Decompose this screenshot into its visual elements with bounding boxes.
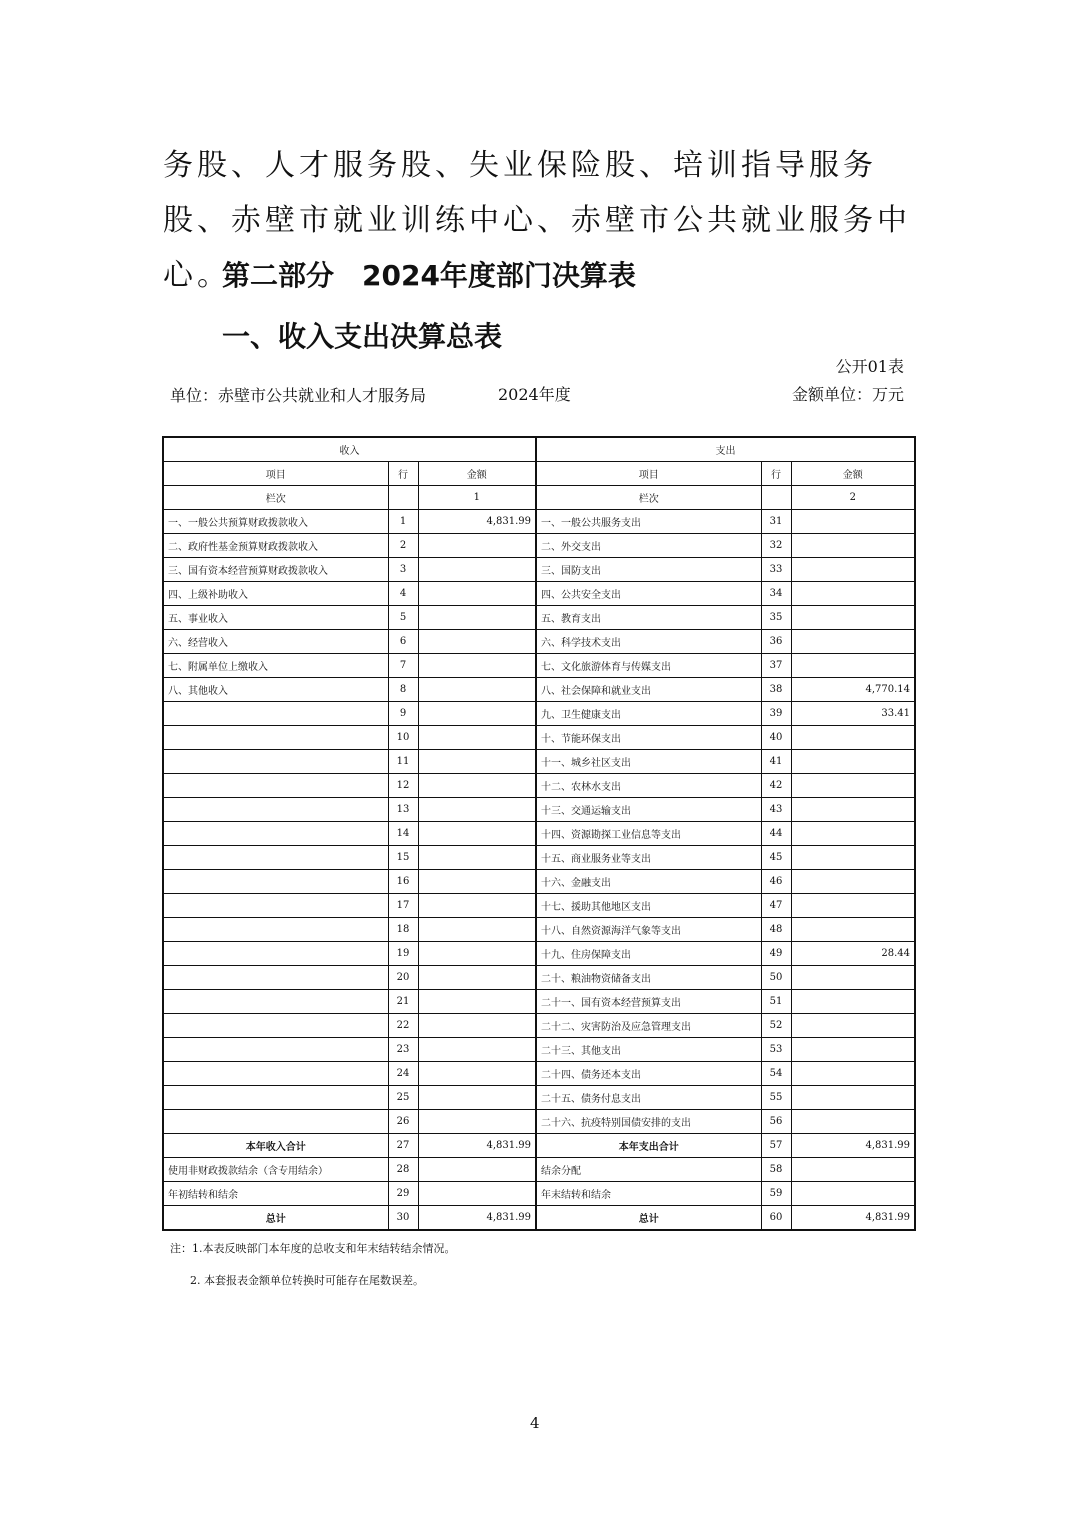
income-line-cell: 22 [388, 1014, 418, 1038]
income-expense-table [162, 436, 916, 1231]
income-item-cell: 五、事业收入 [163, 606, 388, 630]
expense-amount-cell: 33.41 [791, 702, 915, 726]
table-row [163, 1110, 915, 1134]
table-row [163, 942, 915, 966]
expense-amount-cell [791, 798, 915, 822]
expense-amount-cell [791, 990, 915, 1014]
table-group-header-row [163, 437, 915, 462]
income-amount-cell [418, 990, 536, 1014]
table-row [163, 534, 915, 558]
income-item-cell [163, 846, 388, 870]
income-line-cell: 20 [388, 966, 418, 990]
income-amount-cell [418, 798, 536, 822]
year-label: 2024年度 [498, 385, 571, 404]
expense-line-cell: 57 [761, 1134, 791, 1158]
income-line-cell: 4 [388, 582, 418, 606]
expense-item-cell: 十四、资源勘探工业信息等支出 [536, 822, 761, 846]
income-amount-cell [418, 654, 536, 678]
income-amount-cell [418, 966, 536, 990]
lanci-label-expense: 栏次 [536, 486, 761, 510]
income-line-cell: 21 [388, 990, 418, 1014]
income-item-cell [163, 726, 388, 750]
income-item-cell [163, 798, 388, 822]
lanci-expense: 2 [791, 486, 915, 510]
income-amount-cell [418, 558, 536, 582]
income-item-cell [163, 702, 388, 726]
expense-amount-cell [791, 1086, 915, 1110]
expense-item-cell: 五、教育支出 [536, 606, 761, 630]
income-amount-cell [418, 774, 536, 798]
table-row [163, 606, 915, 630]
table-row [163, 654, 915, 678]
expense-amount-cell [791, 1014, 915, 1038]
income-line-cell: 29 [388, 1182, 418, 1206]
expense-amount-cell [791, 1110, 915, 1134]
income-line-cell: 1 [388, 510, 418, 534]
income-item-cell [163, 894, 388, 918]
income-line-cell: 6 [388, 630, 418, 654]
expense-amount-cell: 4,831.99 [791, 1206, 915, 1231]
income-line-cell: 13 [388, 798, 418, 822]
expense-line-cell: 44 [761, 822, 791, 846]
income-item-cell [163, 774, 388, 798]
expense-item-cell: 二十五、债务付息支出 [536, 1086, 761, 1110]
table-lanci-row [163, 486, 915, 510]
lanci-empty-expense [761, 486, 791, 510]
income-item-cell [163, 918, 388, 942]
table-row [163, 774, 915, 798]
expense-amount-cell [791, 822, 915, 846]
income-item-cell [163, 870, 388, 894]
expense-item-cell: 十七、援助其他地区支出 [536, 894, 761, 918]
expense-item-cell: 总计 [536, 1206, 761, 1231]
income-amount-cell [418, 534, 536, 558]
table-number: 公开01表 [835, 357, 904, 376]
income-line-cell: 7 [388, 654, 418, 678]
expense-item-cell: 十三、交通运输支出 [536, 798, 761, 822]
lanci-income: 1 [418, 486, 536, 510]
lanci-empty-income [388, 486, 418, 510]
expense-line-cell: 43 [761, 798, 791, 822]
expense-item-cell: 十五、商业服务业等支出 [536, 846, 761, 870]
income-item-cell [163, 966, 388, 990]
income-amount-cell [418, 1110, 536, 1134]
money-unit-label: 金额单位：万元 [791, 385, 904, 404]
table-row [163, 582, 915, 606]
expense-item-cell: 年末结转和结余 [536, 1182, 761, 1206]
table-row [163, 630, 915, 654]
income-line-cell: 26 [388, 1110, 418, 1134]
income-item-cell: 总计 [163, 1206, 388, 1231]
expense-line-cell: 31 [761, 510, 791, 534]
income-item-cell [163, 942, 388, 966]
expense-line-cell: 38 [761, 678, 791, 702]
income-item-cell: 四、上级补助收入 [163, 582, 388, 606]
income-line-cell: 19 [388, 942, 418, 966]
income-line-cell: 23 [388, 1038, 418, 1062]
col-amount-expense: 金额 [791, 462, 915, 486]
expense-header: 支出 [536, 437, 915, 462]
expense-amount-cell [791, 558, 915, 582]
table-row [163, 1038, 915, 1062]
expense-amount-cell [791, 870, 915, 894]
income-line-cell: 15 [388, 846, 418, 870]
col-item-expense: 项目 [536, 462, 761, 486]
income-item-cell [163, 990, 388, 1014]
income-amount-cell [418, 1182, 536, 1206]
expense-amount-cell [791, 750, 915, 774]
col-line-income: 行 [388, 462, 418, 486]
expense-item-cell: 十、节能环保支出 [536, 726, 761, 750]
income-amount-cell [418, 822, 536, 846]
income-line-cell: 14 [388, 822, 418, 846]
section-title: 一、收入支出决算总表 [222, 320, 503, 353]
table-row [163, 846, 915, 870]
table-row [163, 1182, 915, 1206]
income-amount-cell [418, 1158, 536, 1182]
income-line-cell: 18 [388, 918, 418, 942]
income-item-cell: 三、国有资本经营预算财政拨款收入 [163, 558, 388, 582]
income-amount-cell [418, 702, 536, 726]
expense-amount-cell [791, 654, 915, 678]
income-item-cell: 本年收入合计 [163, 1134, 388, 1158]
income-amount-cell [418, 942, 536, 966]
expense-amount-cell [791, 1062, 915, 1086]
income-amount-cell [418, 606, 536, 630]
income-amount-cell [418, 726, 536, 750]
table-row [163, 1014, 915, 1038]
income-line-cell: 25 [388, 1086, 418, 1110]
expense-amount-cell [791, 606, 915, 630]
income-item-cell [163, 1086, 388, 1110]
table-row [163, 966, 915, 990]
income-line-cell: 5 [388, 606, 418, 630]
income-line-cell: 2 [388, 534, 418, 558]
income-item-cell [163, 1062, 388, 1086]
table-row [163, 870, 915, 894]
expense-amount-cell: 28.44 [791, 942, 915, 966]
income-line-cell: 30 [388, 1206, 418, 1231]
expense-item-cell: 二十四、债务还本支出 [536, 1062, 761, 1086]
note-1: 注：1.本表反映部门本年度的总收支和年末结转结余情况。 [170, 1242, 456, 1255]
expense-amount-cell [791, 582, 915, 606]
table-row [163, 1062, 915, 1086]
expense-item-cell: 二、外交支出 [536, 534, 761, 558]
income-item-cell: 八、其他收入 [163, 678, 388, 702]
lanci-label-income: 栏次 [163, 486, 388, 510]
income-line-cell: 3 [388, 558, 418, 582]
expense-amount-cell [791, 534, 915, 558]
income-amount-cell: 4,831.99 [418, 1206, 536, 1231]
income-item-cell [163, 1110, 388, 1134]
page-number: 4 [530, 1414, 540, 1432]
table-row [163, 750, 915, 774]
expense-item-cell: 八、社会保障和就业支出 [536, 678, 761, 702]
table-row [163, 702, 915, 726]
expense-item-cell: 十一、城乡社区支出 [536, 750, 761, 774]
expense-line-cell: 55 [761, 1086, 791, 1110]
income-amount-cell: 4,831.99 [418, 510, 536, 534]
table-row [163, 510, 915, 534]
table-row [163, 1206, 915, 1231]
expense-item-cell: 三、国防支出 [536, 558, 761, 582]
expense-line-cell: 54 [761, 1062, 791, 1086]
expense-item-cell: 十九、住房保障支出 [536, 942, 761, 966]
expense-item-cell: 十六、金融支出 [536, 870, 761, 894]
income-line-cell: 17 [388, 894, 418, 918]
income-amount-cell [418, 1038, 536, 1062]
table-row [163, 1086, 915, 1110]
col-amount-income: 金额 [418, 462, 536, 486]
expense-item-cell: 本年支出合计 [536, 1134, 761, 1158]
income-item-cell [163, 750, 388, 774]
expense-item-cell: 二十六、抗疫特别国债安排的支出 [536, 1110, 761, 1134]
table-row [163, 558, 915, 582]
income-amount-cell [418, 1086, 536, 1110]
expense-line-cell: 35 [761, 606, 791, 630]
income-item-cell: 年初结转和结余 [163, 1182, 388, 1206]
expense-line-cell: 49 [761, 942, 791, 966]
expense-line-cell: 32 [761, 534, 791, 558]
income-amount-cell [418, 750, 536, 774]
note-2: 2. 本套报表金额单位转换时可能存在尾数误差。 [190, 1274, 424, 1287]
expense-item-cell: 二十、粮油物资储备支出 [536, 966, 761, 990]
income-amount-cell [418, 678, 536, 702]
expense-line-cell: 56 [761, 1110, 791, 1134]
expense-line-cell: 59 [761, 1182, 791, 1206]
expense-amount-cell [791, 1158, 915, 1182]
expense-amount-cell: 4,831.99 [791, 1134, 915, 1158]
income-amount-cell [418, 846, 536, 870]
table-row [163, 1158, 915, 1182]
income-item-cell: 二、政府性基金预算财政拨款收入 [163, 534, 388, 558]
expense-item-cell: 二十三、其他支出 [536, 1038, 761, 1062]
expense-amount-cell [791, 510, 915, 534]
col-line-expense: 行 [761, 462, 791, 486]
income-item-cell: 一、一般公共预算财政拨款收入 [163, 510, 388, 534]
income-line-cell: 10 [388, 726, 418, 750]
income-item-cell [163, 822, 388, 846]
income-amount-cell [418, 1062, 536, 1086]
expense-line-cell: 45 [761, 846, 791, 870]
expense-amount-cell [791, 726, 915, 750]
table-row [163, 798, 915, 822]
expense-line-cell: 60 [761, 1206, 791, 1231]
part-title: 第二部分 2024年度部门决算表 [222, 259, 636, 292]
income-item-cell [163, 1038, 388, 1062]
expense-line-cell: 40 [761, 726, 791, 750]
income-line-cell: 16 [388, 870, 418, 894]
table-column-header-row [163, 462, 915, 486]
table-row [163, 990, 915, 1014]
expense-amount-cell [791, 894, 915, 918]
expense-item-cell: 二十一、国有资本经营预算支出 [536, 990, 761, 1014]
expense-amount-cell [791, 846, 915, 870]
expense-line-cell: 37 [761, 654, 791, 678]
income-amount-cell [418, 582, 536, 606]
unit-label: 单位：赤壁市公共就业和人才服务局 [170, 386, 427, 405]
expense-line-cell: 42 [761, 774, 791, 798]
income-item-cell: 七、附属单位上缴收入 [163, 654, 388, 678]
expense-amount-cell [791, 1182, 915, 1206]
income-amount-cell [418, 630, 536, 654]
expense-item-cell: 七、文化旅游体育与传媒支出 [536, 654, 761, 678]
expense-line-cell: 47 [761, 894, 791, 918]
expense-amount-cell [791, 774, 915, 798]
expense-line-cell: 53 [761, 1038, 791, 1062]
expense-line-cell: 58 [761, 1158, 791, 1182]
expense-line-cell: 39 [761, 702, 791, 726]
expense-item-cell: 结余分配 [536, 1158, 761, 1182]
table-row [163, 918, 915, 942]
expense-line-cell: 34 [761, 582, 791, 606]
expense-item-cell: 四、公共安全支出 [536, 582, 761, 606]
income-item-cell: 六、经营收入 [163, 630, 388, 654]
expense-line-cell: 46 [761, 870, 791, 894]
table-row [163, 1134, 915, 1158]
income-amount-cell [418, 870, 536, 894]
expense-line-cell: 41 [761, 750, 791, 774]
table-row [163, 894, 915, 918]
expense-item-cell: 十二、农林水支出 [536, 774, 761, 798]
expense-amount-cell [791, 630, 915, 654]
income-amount-cell [418, 918, 536, 942]
expense-item-cell: 十八、自然资源海洋气象等支出 [536, 918, 761, 942]
expense-item-cell: 六、科学技术支出 [536, 630, 761, 654]
table-row [163, 726, 915, 750]
expense-amount-cell [791, 966, 915, 990]
income-header: 收入 [163, 437, 536, 462]
income-amount-cell: 4,831.99 [418, 1134, 536, 1158]
expense-line-cell: 48 [761, 918, 791, 942]
income-line-cell: 11 [388, 750, 418, 774]
expense-amount-cell: 4,770.14 [791, 678, 915, 702]
expense-line-cell: 52 [761, 1014, 791, 1038]
income-line-cell: 8 [388, 678, 418, 702]
table-row [163, 822, 915, 846]
income-line-cell: 12 [388, 774, 418, 798]
income-amount-cell [418, 1014, 536, 1038]
col-item-income: 项目 [163, 462, 388, 486]
expense-item-cell: 二十二、灾害防治及应急管理支出 [536, 1014, 761, 1038]
expense-amount-cell [791, 918, 915, 942]
expense-line-cell: 33 [761, 558, 791, 582]
income-item-cell [163, 1014, 388, 1038]
intro-paragraph: 务股、人才服务股、失业保险股、培训指导服务股、赤壁市就业训练中心、赤壁市公共就业服务中心。 [163, 148, 911, 293]
expense-item-cell: 一、一般公共服务支出 [536, 510, 761, 534]
income-line-cell: 28 [388, 1158, 418, 1182]
table-row [163, 678, 915, 702]
income-item-cell: 使用非财政拨款结余（含专用结余） [163, 1158, 388, 1182]
expense-line-cell: 50 [761, 966, 791, 990]
expense-line-cell: 36 [761, 630, 791, 654]
income-line-cell: 24 [388, 1062, 418, 1086]
income-line-cell: 27 [388, 1134, 418, 1158]
income-amount-cell [418, 894, 536, 918]
expense-line-cell: 51 [761, 990, 791, 1014]
income-line-cell: 9 [388, 702, 418, 726]
expense-amount-cell [791, 1038, 915, 1062]
expense-item-cell: 九、卫生健康支出 [536, 702, 761, 726]
